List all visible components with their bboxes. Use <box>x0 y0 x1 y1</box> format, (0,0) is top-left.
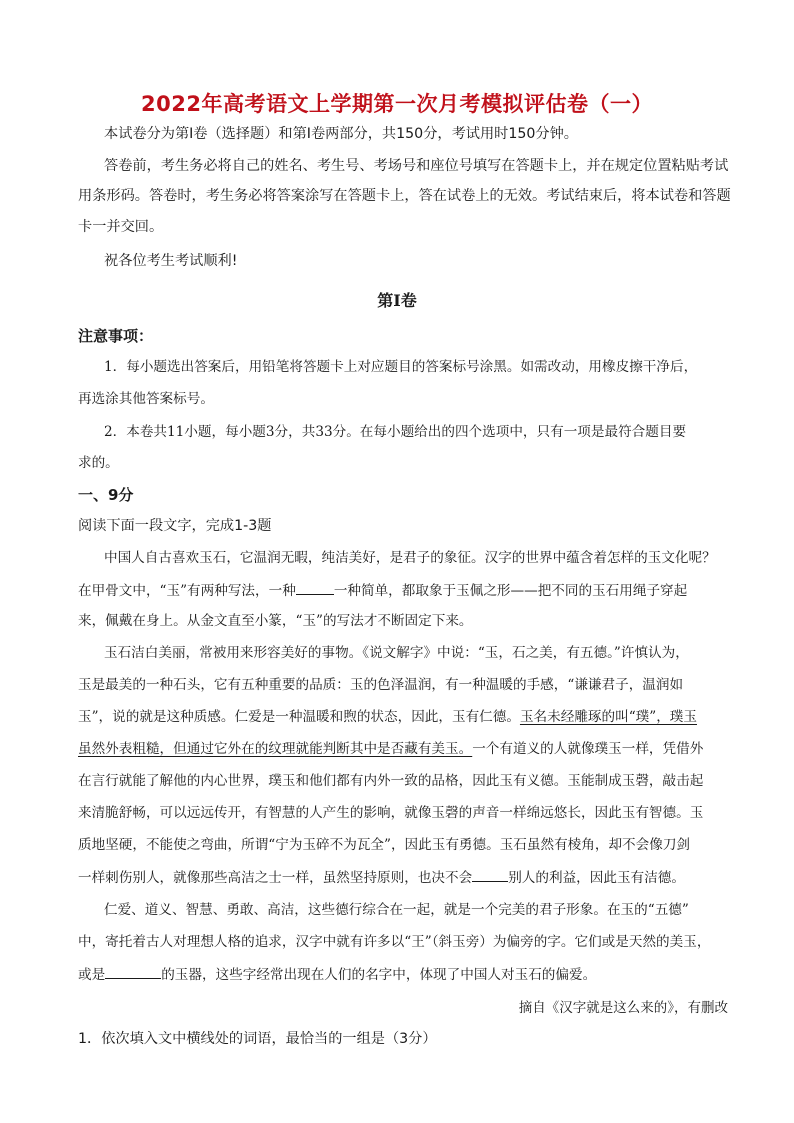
section-title: 第Ⅰ卷 <box>377 291 417 310</box>
passage-p2-line-3 <box>78 707 728 727</box>
passage-p2-line-5: 在言行就能了解他的内心世界，璞玉和他们都有内外一致的品格，因此玉有义德。玉能制成玉磬，敲击起 <box>78 773 704 789</box>
passage-source: 摘自《汉字就是这么来的》，有删改 <box>518 1000 728 1016</box>
answer-blank-3 <box>105 964 161 979</box>
intro-line-4: 卡一并交回。 <box>78 219 164 235</box>
note-1-line-1: 1．每小题选出答案后，用铅笔将答题卡上对应题目的答案标号涂黑。如需改动，用橡皮擦干净后， <box>104 359 698 375</box>
underlined-sentence-start: 玉名未经雕琢的叫“璞”，璞玉 <box>519 709 697 725</box>
note-2-line-2: 求的。 <box>78 455 119 471</box>
notes-heading: 注意事项： <box>78 327 154 345</box>
question-1: 1．依次填入文中横线处的词语，最恰当的一组是（3分） <box>78 1031 437 1047</box>
passage-p3-line-3 <box>78 964 728 985</box>
passage-p1-line-2-a: 在甲骨文中，“玉”有两种写法，一种 <box>78 583 296 599</box>
answer-blank-1 <box>296 580 334 595</box>
note-1-line-2: 再选涂其他答案标号。 <box>78 391 214 407</box>
passage-p3-line-2: 中，寄托着古人对理想人格的追求，汉字中就有许多以“王”（斜玉旁）为偏旁的字。它们或是天然的美玉， <box>78 934 711 950</box>
answer-blank-2 <box>472 867 508 882</box>
passage-p1-line-2 <box>78 580 728 601</box>
passage-p2-line-8-a: 一样刺伤别人，就像那些高洁之士一样，虽然坚持原则，也决不会 <box>78 870 473 886</box>
underlined-sentence-end: 虽然外表粗糙，但通过它外在的纹理就能判断其中是否藏有美玉。 <box>78 741 473 757</box>
passage-p2-line-8-b: 别人的利益，因此玉有洁德。 <box>508 870 685 886</box>
passage-p2-line-4-b: 一个有道义的人就像璞玉一样，凭借外 <box>472 741 704 757</box>
intro-line-1: 本试卷分为第Ⅰ卷（选择题）和第Ⅰ卷两部分，共150分，考试用时150分钟。 <box>104 126 578 142</box>
intro-line-2: 答卷前，考生务必将自己的姓名、考生号、考场号和座位号填写在答题卡上，并在规定位置粘贴考试 <box>104 158 729 174</box>
passage-p2-line-2: 玉是最美的一种石头，它有五种重要的品质：玉的色泽温润，有一种温暖的手感，“谦谦君子，温润如 <box>78 677 684 693</box>
passage-p2-line-6: 来清脆舒畅，可以远远传开，有智慧的人产生的影响，就像玉磬的声音一样绵远悠长，因此玉有智德。玉 <box>78 805 704 821</box>
passage-p2-line-7: 质地坚硬，不能使之弯曲，所谓“宁为玉碎不为瓦全”，因此玉有勇德。玉石虽然有棱角，却不会像刀剑 <box>78 837 691 853</box>
exam-title: 2022年高考语文上学期第一次月考模拟评估卷（一） <box>141 92 653 116</box>
passage-p1-line-2-b: 一种简单，都取象于玉佩之形——把不同的玉石用绳子穿起 <box>333 583 688 599</box>
passage-p2-line-8 <box>78 867 728 888</box>
passage-p3-line-3-a: 或是 <box>78 967 106 983</box>
passage-p1-line-1: 中国人自古喜欢玉石，它温润无暇，纯洁美好，是君子的象征。汉字的世界中蕴含着怎样的玉文化呢？ <box>104 550 716 566</box>
passage-p2-line-3-a: 玉”，说的就是这种质感。仁爱是一种温暖和煦的状态，因此，玉有仁德。 <box>78 709 520 725</box>
intro-line-3: 用条形码。答卷时，考生务必将答案涂写在答题卡上，答在试卷上的无效。考试结束后，将本试卷和答题 <box>78 188 731 204</box>
part1-instruction: 阅读下面一段文字，完成1-3题 <box>78 518 272 534</box>
passage-p3-line-3-b: 的玉器，这些字经常出现在人们的名字中，体现了中国人对玉石的偏爱。 <box>161 967 597 983</box>
passage-p2-line-4 <box>78 739 728 759</box>
part1-heading: 一、9分 <box>78 486 134 504</box>
passage-p1-line-3: 来，佩戴在身上。从金文直至小篆，“玉”的写法才不断固定下来。 <box>78 613 473 629</box>
intro-greeting: 祝各位考生考试顺利! <box>104 253 238 269</box>
passage-p2-line-1: 玉石洁白美丽，常被用来形容美好的事物。《说文解字》中说：“玉，石之美，有五德。”许慎认为， <box>104 645 689 661</box>
passage-p3-line-1: 仁爱、道义、智慧、勇敢、高洁，这些德行综合在一起，就是一个完美的君子形象。在玉的“五德” <box>104 902 689 918</box>
note-2-line-1: 2．本卷共11小题，每小题3分，共33分。在每小题给出的四个选项中，只有一项是最符合题目要 <box>104 424 687 440</box>
